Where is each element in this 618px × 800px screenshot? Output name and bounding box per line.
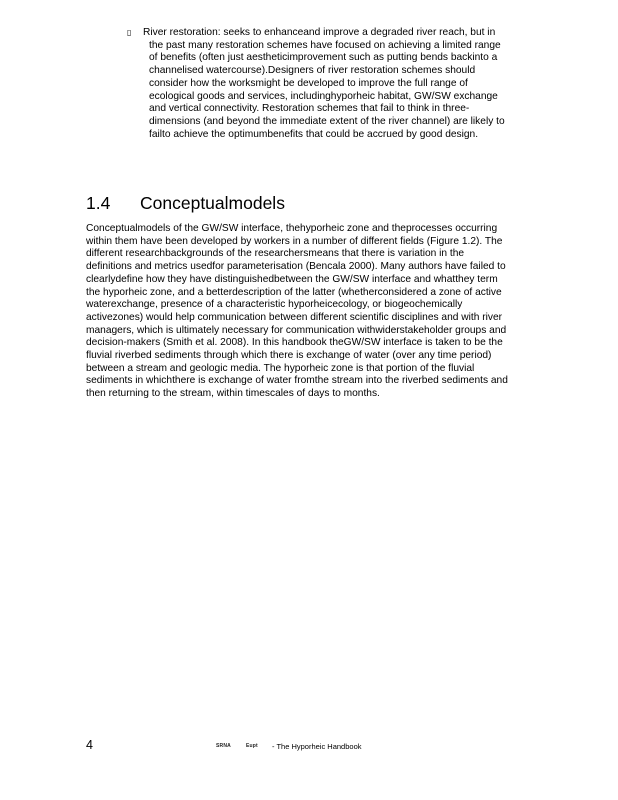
running-title: - The Hyporheic Handbook [272, 742, 362, 751]
body-paragraph: Conceptualmodels of the GW/SW interface, thehyporheic zone and theprocesses occurring within them have been developed by workers in a number of different fields (Figure 1.2). The different researchbackgrounds of the researchersmeans that there is variation in the definitions and metrics usedfor parameterisation (Bencala 2000). Many authors have failed to clearlydefine how they have distinguishedbetween the GW/SW interface and whatthey term the hyporheic zone, and a betterdescription of the latter (whetherconsidered a zone of active waterexchange, presence of a characteristic hyporheicecology, or biogeochemically activezones) would help communication between different scientific disciplines and with river managers, which is ultimately necessary for communication withwiderstakeholder groups and decision-makers (Smith et al. 2008). In this handbook theGW/SW interface is taken to be the fluvial riverbed sediments through which there is exchange of water (over any time period) between a stream and geologic media. The hyporheic zone is that portion of the fluvial sediments in whichthere is exchange of water fromthe stream into the riverbed sediments and then returning to the stream, within timescales of days to months. [86, 223, 508, 400]
section-title: Conceptualmodels [140, 193, 285, 213]
bullet-icon: ▯ [127, 28, 132, 37]
restoration-bullet [127, 27, 511, 141]
section-heading [86, 192, 285, 214]
page-footer [86, 738, 516, 758]
publisher-logo-right: Eupt [246, 743, 258, 749]
section-number: 1.4 [86, 193, 111, 213]
bullet-text: River restoration: seeks to enhanceand improve a degraded river reach, but in the past many restoration schemes have focused on achieving a limited range of benefits (often just aestheticimprovement such as putting bends backinto a channelised watercourse).Designers of river restoration schemes should consider how the worksmight be developed to improve the full range of ecological goods and services, includinghyporheic habitat, GW/SW exchange and vertical connectivity. Restoration schemes that fail to think in three-dimensions (and beyond the immediate extent of the river channel) are likely to failto achieve the optimumbenefits that could be accrued by good design. [143, 27, 505, 140]
page-number: 4 [86, 738, 93, 752]
publisher-logo-left: SRNA [216, 743, 231, 749]
